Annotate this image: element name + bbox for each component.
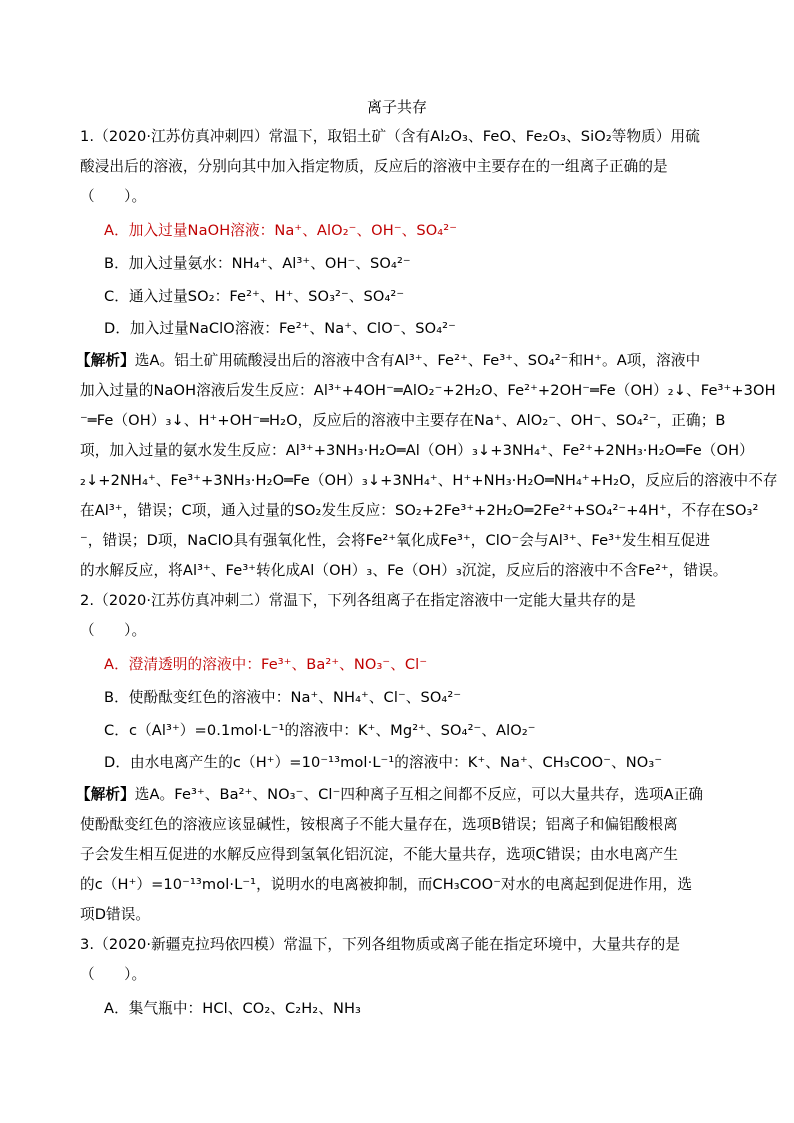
q2-option-b: B．使酚酞变红色的溶液中：Na⁺、NH₄⁺、Cl⁻、SO₄²⁻ xyxy=(104,689,462,706)
q1-option-b: B．加入过量氨水：NH₄⁺、Al³⁺、OH⁻、SO₄²⁻ xyxy=(104,255,411,272)
q2-option-d: D．由水电离产生的c（H⁺）=10⁻¹³mol·L⁻¹的溶液中：K⁺、Na⁺、CH₃COO⁻、NO₃⁻ xyxy=(104,754,663,771)
q1-analysis-line-1 xyxy=(76,350,700,372)
q1-analysis-text-1: 选A。铝土矿用硫酸浸出后的溶液中含有Al³⁺、Fe²⁺、Fe³⁺、SO₄²⁻和H⁺。A项，溶液中 xyxy=(134,352,701,369)
q2-stem-line-2: （ ）。 xyxy=(80,622,147,639)
q2-stem-line-1: 2.（2020·江苏仿真冲刺二）常温下，下列各组离子在指定溶液中一定能大量共存的是 xyxy=(80,592,636,609)
q1-stem-line-1: 1.（2020·江苏仿真冲刺四）常温下，取铝土矿（含有Al₂O₃、FeO、Fe₂O₃、SiO₂等物质）用硫 xyxy=(80,128,700,145)
q2-analysis-line-2: 使酚酞变红色的溶液应该显碱性，铵根离子不能大量存在，选项B错误；铝离子和偏铝酸根离 xyxy=(80,816,678,833)
q2-analysis-label: 【解析】 xyxy=(76,786,135,803)
q1-analysis-line-8: 的水解反应，将Al³⁺、Fe³⁺转化成Al（OH）₃、Fe（OH）₃沉淀，反应后的溶液中不含Fe²⁺，错误。 xyxy=(80,562,728,579)
q1-analysis-line-6: 在Al³⁺，错误；C项，通入过量的SO₂发生反应：SO₂+2Fe³⁺+2H₂O═2Fe²⁺+SO₄²⁻+4H⁺，不存在SO₃² xyxy=(80,502,759,519)
q1-analysis-line-3: ⁻═Fe（OH）₃↓、H⁺+OH⁻═H₂O，反应后的溶液中主要存在Na⁺、AlO₂⁻、OH⁻、SO₄²⁻，正确；B xyxy=(80,412,726,429)
q1-stem-line-3: （ ）。 xyxy=(80,188,147,205)
page-title: 离子共存 xyxy=(366,98,427,116)
q1-analysis-label: 【解析】 xyxy=(76,352,135,369)
q2-option-a: A．澄清透明的溶液中：Fe³⁺、Ba²⁺、NO₃⁻、Cl⁻ xyxy=(104,656,428,673)
q3-stem-line-1: 3.（2020·新疆克拉玛依四模）常温下，下列各组物质或离子能在指定环境中，大量共存的是 xyxy=(80,936,681,953)
q2-analysis-line-4: 的c（H⁺）=10⁻¹³mol·L⁻¹，说明水的电离被抑制，而CH₃COO⁻对水的电离起到促进作用，选 xyxy=(80,876,693,893)
q1-option-a: A．加入过量NaOH溶液：Na⁺、AlO₂⁻、OH⁻、SO₄²⁻ xyxy=(104,222,457,239)
q2-analysis-line-1 xyxy=(76,784,703,806)
q1-analysis-line-2: 加入过量的NaOH溶液后发生反应：Al³⁺+4OH⁻═AlO₂⁻+2H₂O、Fe²⁺+2OH⁻═Fe（OH）₂↓、Fe³⁺+3OH xyxy=(80,382,776,399)
q3-option-a: A．集气瓶中：HCl、CO₂、C₂H₂、NH₃ xyxy=(104,1000,361,1017)
q3-stem-line-2: （ ）。 xyxy=(80,966,147,983)
q2-analysis-line-5: 项D错误。 xyxy=(80,906,151,923)
q1-analysis-line-4: 项，加入过量的氨水发生反应：Al³⁺+3NH₃·H₂O═Al（OH）₃↓+3NH₄⁺、Fe²⁺+2NH₃·H₂O═Fe（OH） xyxy=(80,442,754,459)
q1-analysis-line-7: ⁻，错误；D项，NaClO具有强氧化性，会将Fe²⁺氧化成Fe³⁺，ClO⁻会与Al³⁺、Fe³⁺发生相互促进 xyxy=(80,532,711,549)
q2-analysis-text-1: 选A。Fe³⁺、Ba²⁺、NO₃⁻、Cl⁻四种离子互相之间都不反应，可以大量共存，选项A正确 xyxy=(134,786,704,803)
q1-option-d: D．加入过量NaClO溶液：Fe²⁺、Na⁺、ClO⁻、SO₄²⁻ xyxy=(104,320,456,337)
q1-stem-line-2: 酸浸出后的溶液，分别向其中加入指定物质，反应后的溶液中主要存在的一组离子正确的是 xyxy=(80,158,668,175)
q1-analysis-line-5: ₂↓+2NH₄⁺、Fe³⁺+3NH₃·H₂O═Fe（OH）₃↓+3NH₄⁺、H⁺+NH₃·H₂O═NH₄⁺+H₂O，反应后的溶液中不存 xyxy=(80,472,778,489)
q2-option-c: C．c（Al³⁺）=0.1mol·L⁻¹的溶液中：K⁺、Mg²⁺、SO₄²⁻、AlO₂⁻ xyxy=(104,722,536,739)
q1-option-c: C．通入过量SO₂：Fe²⁺、H⁺、SO₃²⁻、SO₄²⁻ xyxy=(104,288,405,305)
q2-analysis-line-3: 子会发生相互促进的水解反应得到氢氧化铝沉淀，不能大量共存，选项C错误；由水电离产生 xyxy=(80,846,679,863)
